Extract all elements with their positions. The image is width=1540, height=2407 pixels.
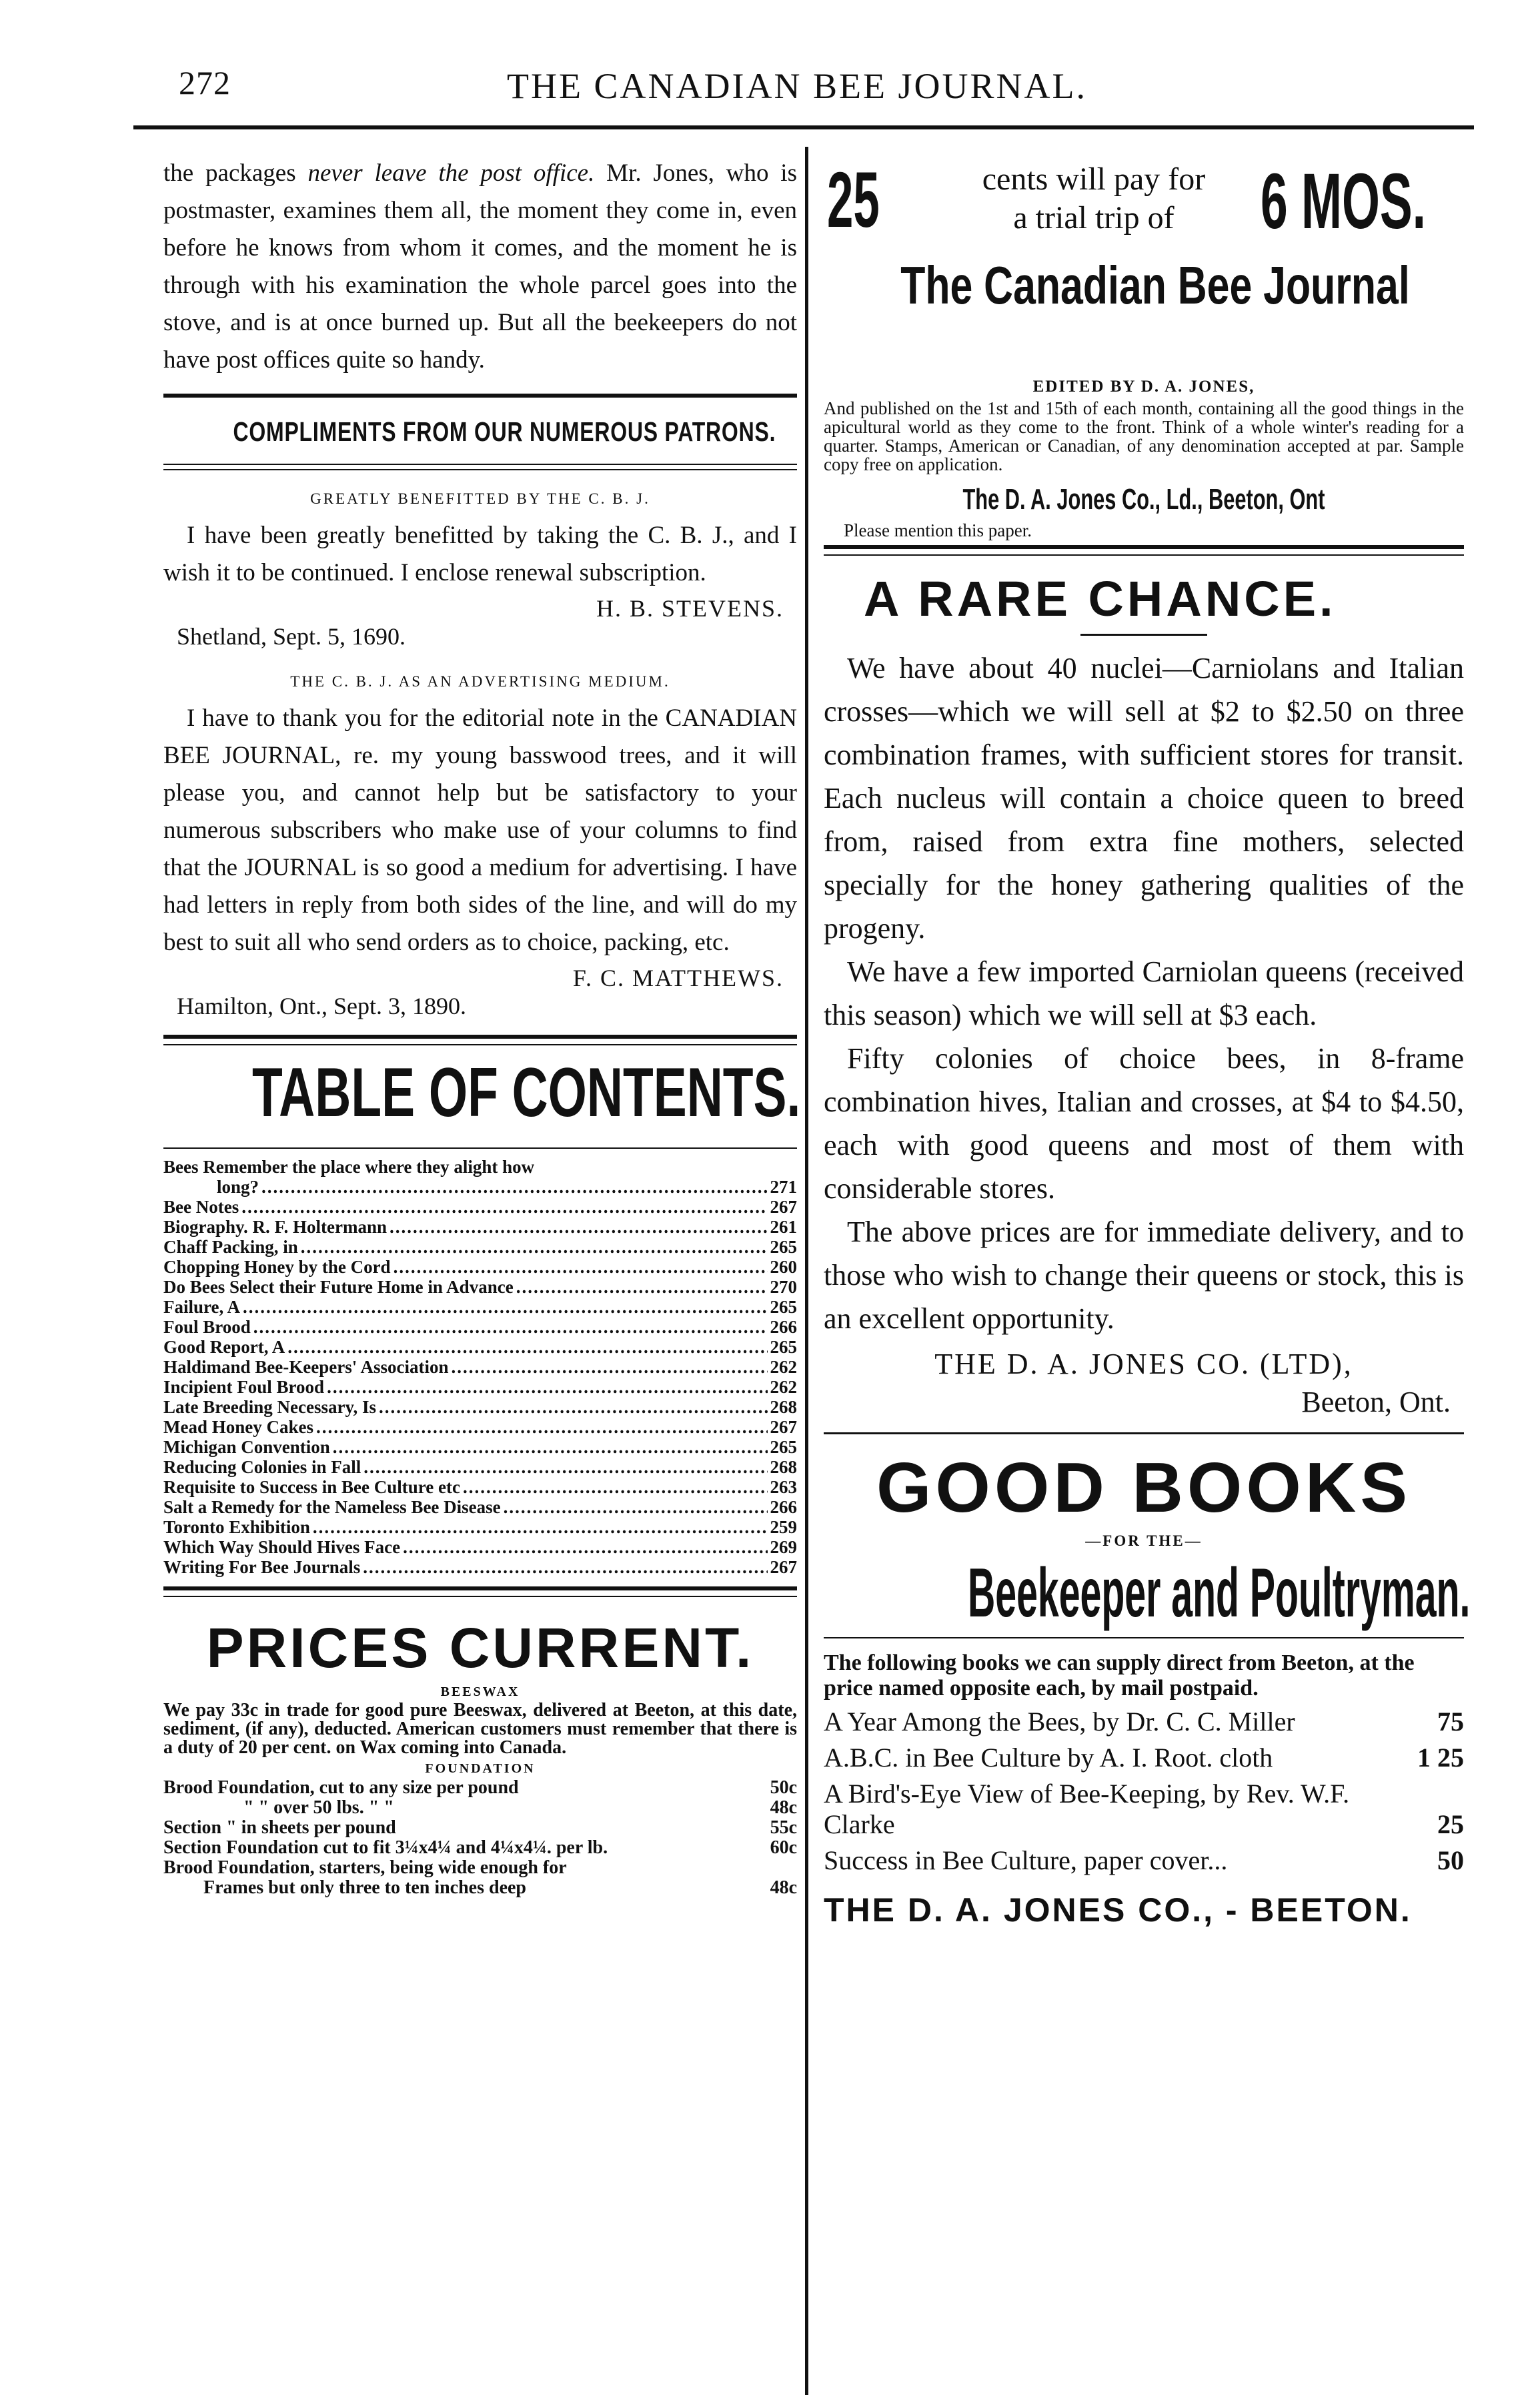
letter-body: I have been greatly benefitted by taking the C. B. J., and I wish it to be continued. I enclose renewal subscription. xyxy=(163,522,797,586)
section-rule xyxy=(163,394,797,398)
toc-entry: Chaff Packing, in ..... 265 xyxy=(163,1237,797,1257)
rare-chance-signature: THE D. A. JONES CO. (LTD), xyxy=(934,1348,1353,1380)
book-item: A.B.C. in Bee Culture by A. I. Root. cloth 1 25 xyxy=(824,1743,1464,1773)
letter-place-date: Shetland, Sept. 5, 1690. xyxy=(177,623,406,650)
letter-signature: H. B. STEVENS. xyxy=(596,595,784,622)
books-footer: THE D. A. JONES CO., - BEETON. xyxy=(824,1891,1412,1929)
toc-title: TABLE OF CONTENTS. xyxy=(252,1054,801,1131)
toc-entry: Mead Honey Cakes ..... 267 xyxy=(163,1417,797,1437)
letter-heading: GREATLY BENEFITTED BY THE C. B. J. xyxy=(310,490,650,507)
toc-entry: Bee Notes ..... 267 xyxy=(163,1197,797,1217)
rare-chance-paragraph: We have a few imported Carniolan queens (received this season) which we will sell at $3 each. xyxy=(824,955,1464,1031)
toc-entry: Good Report, A ..... 265 xyxy=(163,1337,797,1357)
ad-company: The D. A. Jones Co., Ld., Beeton, Ont xyxy=(962,483,1325,516)
toc-entry: Failure, A ..... 265 xyxy=(163,1297,797,1317)
toc-entry: Reducing Colonies in Fall ..... 268 xyxy=(163,1457,797,1477)
section-rule xyxy=(824,554,1464,556)
opening-paragraph: the packages never leave the post office. Mr. Jones, who is postmaster, examines them all, the moment they come in, even before he knows from whom it comes, and the moment he is through with his examination the whole parcel goes into the stove, and is at once burned up. But all the beekeepers do not have post offices quite so handy. xyxy=(163,159,797,374)
ad-body: And published on the 1st and 15th of each month, containing all the good things in the apicultural world as they come to the front. Think of a whole winter's reading for a quarter. Stamps, American or Canadian, of any denomination accepted at par. Sample copy free on application. xyxy=(824,398,1464,474)
page-number: 272 xyxy=(179,64,231,101)
ad-journal-name: The Canadian Bee Journal xyxy=(900,256,1410,315)
ad-offer-text: cents will pay for a trial trip of xyxy=(982,161,1206,235)
foundation-heading: FOUNDATION xyxy=(425,1761,536,1776)
toc-entry: Michigan Convention ..... 265 xyxy=(163,1437,797,1457)
toc-entry: Haldimand Bee-Keepers' Association ..... 262 xyxy=(163,1357,797,1377)
running-head: THE CANADIAN BEE JOURNAL. xyxy=(507,66,1087,106)
books-intro: The following books we can supply direct from Beeton, at the price named opposite each, by mail postpaid. xyxy=(824,1650,1415,1701)
section-rule xyxy=(824,1432,1464,1434)
books-title: GOOD BOOKS xyxy=(876,1448,1412,1527)
ad-term: 6 MOS. xyxy=(1261,157,1426,246)
rare-chance-location: Beeton, Ont. xyxy=(1301,1386,1451,1418)
letter-body: I have to thank you for the editorial note in the CANADIAN BEE JOURNAL, re. my young basswood trees, and it will please you, and cannot help but be satisfactory to your numerous subscribers who make use of your columns to find that the JOURNAL is so good a medium for advertising. I have had letters in reply from both sides of the line, and will do my best to suit all who send orders as to choice, packing, etc. xyxy=(163,704,797,956)
letter-signature: F. C. MATTHEWS. xyxy=(572,965,784,991)
toc-entry: Late Breeding Necessary, Is ..... 268 xyxy=(163,1397,797,1417)
books-subtitle: Beekeeper and Poultryman. xyxy=(968,1554,1471,1632)
column-divider xyxy=(805,147,808,2395)
price-line: Frames but only three to ten inches deep 48c xyxy=(203,1877,797,1898)
prices-title: PRICES CURRENT. xyxy=(206,1616,754,1679)
section-rule xyxy=(163,464,797,470)
section-rule xyxy=(163,1147,797,1149)
toc-entry: Which Way Should Hives Face ..... 269 xyxy=(163,1537,797,1557)
left-column xyxy=(163,155,801,1898)
ad-price: 25 xyxy=(827,156,880,244)
price-line: Section Foundation cut to fit 3¼x4¼ and 4¼x4¼. per lb. 60c xyxy=(163,1837,797,1858)
rare-chance-paragraph: Fifty colonies of choice bees, in 8-frame combination hives, Italian and crosses, at $4 to $4.50, each with good queens and most of them with considerable stores. xyxy=(824,1042,1464,1205)
subscription-ad xyxy=(824,155,1464,382)
section-rule xyxy=(824,545,1464,549)
price-line: Brood Foundation, cut to any size per pound 50c xyxy=(163,1777,797,1798)
rare-chance-paragraph: We have about 40 nuclei—Carniolans and Italian crosses—which we will sell at $2 to $2.50 on three combination frames, with sufficient stores for transit. Each nucleus will contain a choice queen to breed from, raised from extra fine mothers, selected specially for the honey gathering qualities of the progeny. xyxy=(824,652,1464,945)
toc-entry: Biography. R. F. Holtermann ..... 261 xyxy=(163,1217,797,1237)
price-line: Section " in sheets per pound 55c xyxy=(163,1817,797,1838)
section-rule xyxy=(163,1586,797,1590)
ad-mention: Please mention this paper. xyxy=(844,520,1032,540)
toc-entry: Foul Brood ..... 266 xyxy=(163,1317,797,1337)
toc-entry: Chopping Honey by the Cord ..... 260 xyxy=(163,1257,797,1277)
header-rule xyxy=(133,125,1474,129)
section-rule xyxy=(163,1596,797,1597)
toc-entry: Salt a Remedy for the Nameless Bee Disease ..... 266 xyxy=(163,1497,797,1517)
toc-first-line: Bees Remember the place where they alight how xyxy=(163,1157,535,1177)
toc-entry: Writing For Bee Journals ..... 267 xyxy=(163,1557,797,1577)
section-rule xyxy=(163,1035,797,1039)
rare-chance-paragraph: The above prices are for immediate delivery, and to those who wish to change their queens or stock, this is an excellent opportunity. xyxy=(824,1216,1464,1335)
toc-entry: long? ..... 271 xyxy=(163,1177,797,1197)
ad-edited-by: EDITED BY D. A. JONES, xyxy=(1032,378,1255,396)
books-for-the: —FOR THE— xyxy=(1085,1532,1203,1549)
beeswax-heading: BEESWAX xyxy=(440,1684,520,1699)
short-rule xyxy=(1080,634,1207,636)
beeswax-text: We pay 33c in trade for good pure Beeswax, delivered at Beeton, at this date, sediment, (if any), deducted. American customers must remember that there is a duty of 20 per cent. on Wax coming into Canada. xyxy=(163,1700,797,1758)
patrons-heading: COMPLIMENTS FROM OUR NUMEROUS PATRONS. xyxy=(233,416,776,447)
toc-entry: Requisite to Success in Bee Culture etc ..... 263 xyxy=(163,1477,797,1497)
right-column xyxy=(824,155,1471,1929)
price-line: Brood Foundation, starters, being wide enough for xyxy=(163,1858,567,1878)
toc-entry: Toronto Exhibition ..... 259 xyxy=(163,1517,797,1537)
section-rule xyxy=(824,1637,1464,1638)
letter-place-date: Hamilton, Ont., Sept. 3, 1890. xyxy=(177,993,466,1019)
book-item: A Bird's-Eye View of Bee-Keeping, by Rev. W.F. Clarke 25 xyxy=(824,1779,1464,1839)
book-item: Success in Bee Culture, paper cover... 50 xyxy=(824,1845,1464,1875)
letter-heading: THE C. B. J. AS AN ADVERTISING MEDIUM. xyxy=(290,673,670,690)
toc-entry: Incipient Foul Brood ..... 262 xyxy=(163,1377,797,1397)
price-line: " " over 50 lbs. " " 48c xyxy=(243,1797,797,1818)
toc-entry: Do Bees Select their Future Home in Advance ..... 270 xyxy=(163,1277,797,1297)
rare-chance-title: A RARE CHANCE. xyxy=(864,571,1337,626)
section-rule xyxy=(163,1044,797,1045)
book-item: A Year Among the Bees, by Dr. C. C. Miller 75 xyxy=(824,1707,1464,1737)
toc-list xyxy=(163,1157,797,1577)
